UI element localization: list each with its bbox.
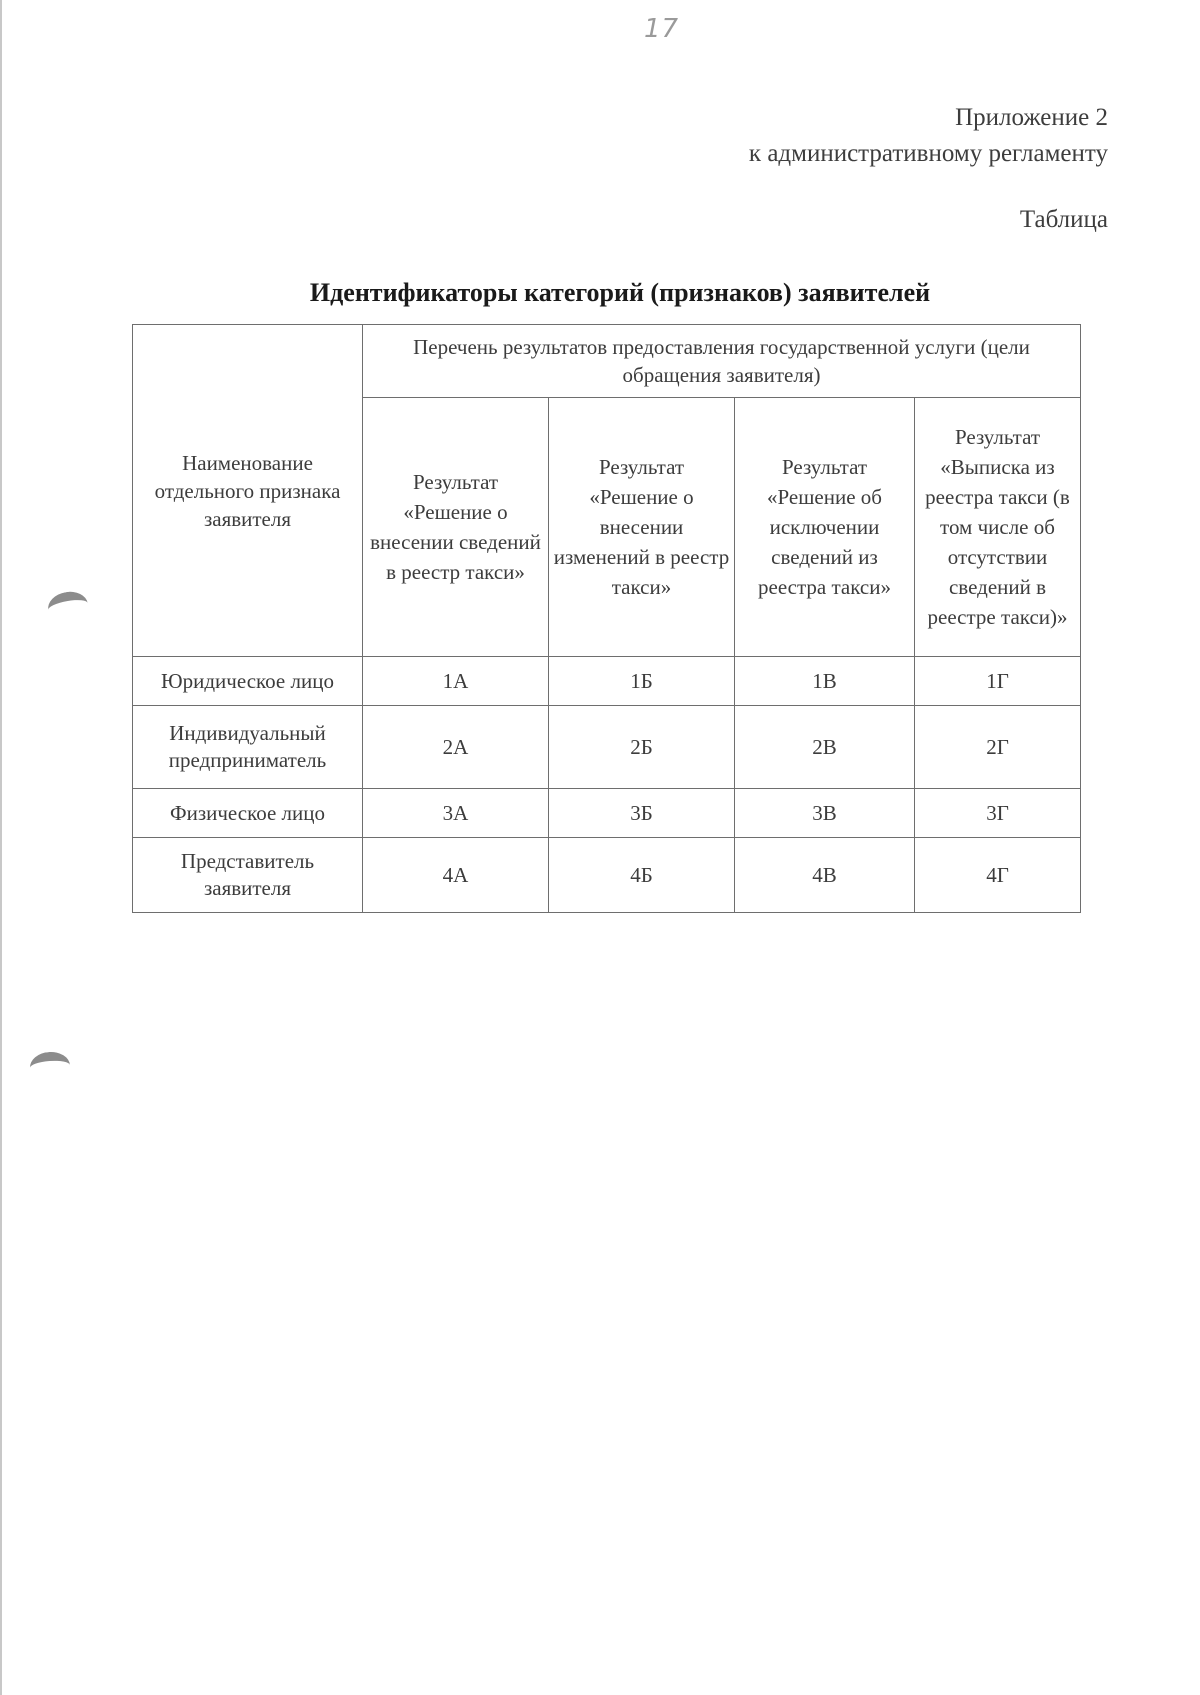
identifier-cell: 4Г [915, 838, 1081, 913]
identifier-cell: 2А [363, 706, 549, 789]
binder-hole-mark [46, 589, 90, 625]
header-row-group [133, 325, 1081, 398]
table-row [133, 706, 1081, 789]
column-header-result-1: Результат «Решение о внесении сведений в реестр такси» [363, 398, 549, 657]
table-row [133, 838, 1081, 913]
handwritten-page-number: 17 [644, 14, 680, 44]
identifier-cell: 4А [363, 838, 549, 913]
page-edge [0, 0, 2, 1695]
column-header-result-3: Результат «Решение об исключении сведений из реестра такси» [735, 398, 915, 657]
document-title: Идентификаторы категорий (признаков) заявителей [309, 278, 931, 307]
identifier-cell: 1Г [915, 657, 1081, 706]
identifier-cell: 3Г [915, 789, 1081, 838]
identifier-cell: 2В [735, 706, 915, 789]
identifier-cell: 1В [735, 657, 915, 706]
column-header-attribute-name: Наименование отдельного признака заявителя [133, 325, 363, 657]
row-label: Физическое лицо [133, 789, 363, 838]
identifier-cell: 1Б [549, 657, 735, 706]
column-header-result-4: Результат «Выписка из реестра такси (в том числе об отсутствии сведений в реестре такси)» [915, 398, 1081, 657]
identifier-cell: 3А [363, 789, 549, 838]
identifier-cell: 4В [735, 838, 915, 913]
appendix-line-2: к административному регламенту [748, 140, 1108, 167]
table-label: Таблица [1019, 206, 1108, 233]
identifier-cell: 1А [363, 657, 549, 706]
identifier-cell: 2Г [915, 706, 1081, 789]
identifier-cell: 3Б [549, 789, 735, 838]
column-header-results-group: Перечень результатов предоставления государственной услуги (цели обращения заявителя) [363, 325, 1081, 398]
table-row [133, 657, 1081, 706]
row-label: Юридическое лицо [133, 657, 363, 706]
applicant-identifiers-table [132, 324, 1081, 913]
identifier-cell: 3В [735, 789, 915, 838]
row-label: Представитель заявителя [133, 838, 363, 913]
row-label: Индивидуальный предприниматель [133, 706, 363, 789]
appendix-line-1: Приложение 2 [955, 104, 1108, 131]
identifier-cell: 4Б [549, 838, 735, 913]
appendix-reference [749, 100, 1108, 172]
identifier-cell: 2Б [549, 706, 735, 789]
table-row [133, 789, 1081, 838]
binder-hole-mark [29, 1051, 71, 1083]
column-header-result-2: Результат «Решение о внесении изменений в реестр такси» [549, 398, 735, 657]
